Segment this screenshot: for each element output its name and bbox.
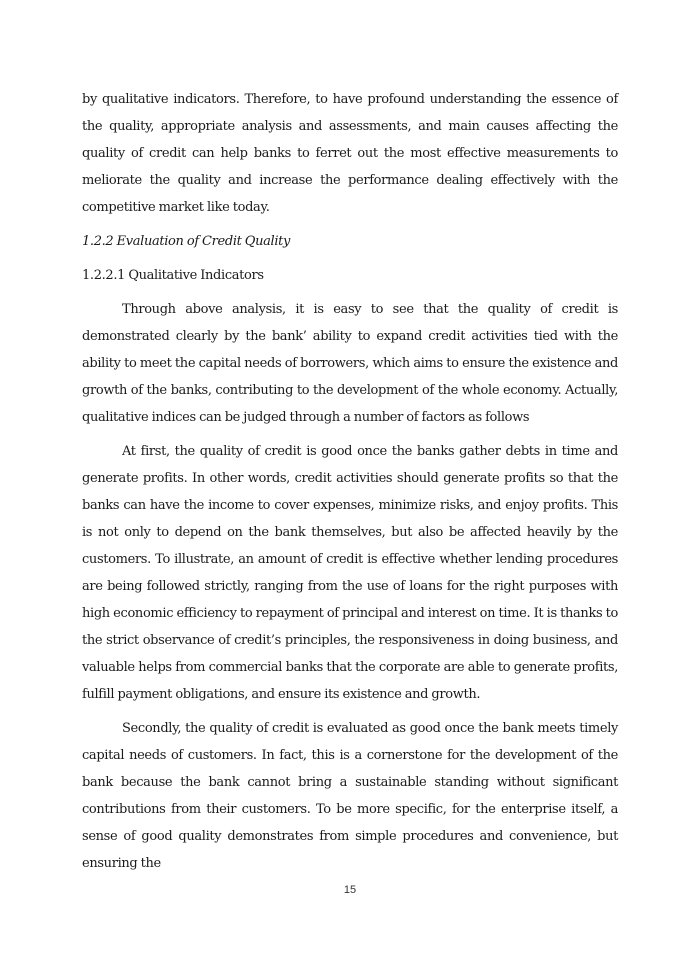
intro-paragraph: by qualitative indicators. Therefore, to have profound understanding the essence of the quality, appropriate analysis and assessments, and main causes affecting the quality of credit can help banks to ferret out the most effective measurements to meliorate the quality and increase the performance dealing effectively with the competitive market like today. — [82, 92, 618, 215]
body-paragraph: Through above analysis, it is easy to see that the quality of credit is demonstrated clearly by the bank’ ability to expand credit activities tied with the ability to meet the capital needs of borrowers, which aims to ensure the existence and growth of the banks, contributing to the development of the whole economy. Actually, qualitative indices can be judged through a number of factors as follows — [82, 302, 618, 425]
body-paragraph: Secondly, the quality of credit is evaluated as good once the bank meets timely capital needs of customers. In fact, this is a cornerstone for the development of the bank because the bank cannot bring a sustainable standing without significant contributions from their customers. To be more specific, for the enterprise itself, a sense of good quality demonstrates from simple procedures and convenience, but ensuring the — [82, 721, 618, 871]
section-heading: 1.2.2 Evaluation of Credit Quality — [82, 234, 291, 249]
body-paragraph: At first, the quality of credit is good once the banks gather debts in time and generate profits. In other words, credit activities should generate profits so that the banks can have the income to cover expenses, minimize risks, and enjoy profits. This is not only to depend on the bank themselves, but also be affected heavily by the customers. To illustrate, an amount of credit is effective whether lending procedures are being followed strictly, ranging from the use of loans for the right purposes with high economic efficiency to repayment of principal and interest on time. It is thanks to the strict observance of credit’s principles, the responsiveness in doing business, and valuable helps from commercial banks that the corporate are able to generate profits, fulfill payment obligations, and ensure its existence and growth. — [82, 444, 618, 702]
subsection-heading: 1.2.2.1 Qualitative Indicators — [82, 268, 264, 283]
document-body — [82, 86, 618, 884]
page-number: 15 — [343, 884, 357, 896]
